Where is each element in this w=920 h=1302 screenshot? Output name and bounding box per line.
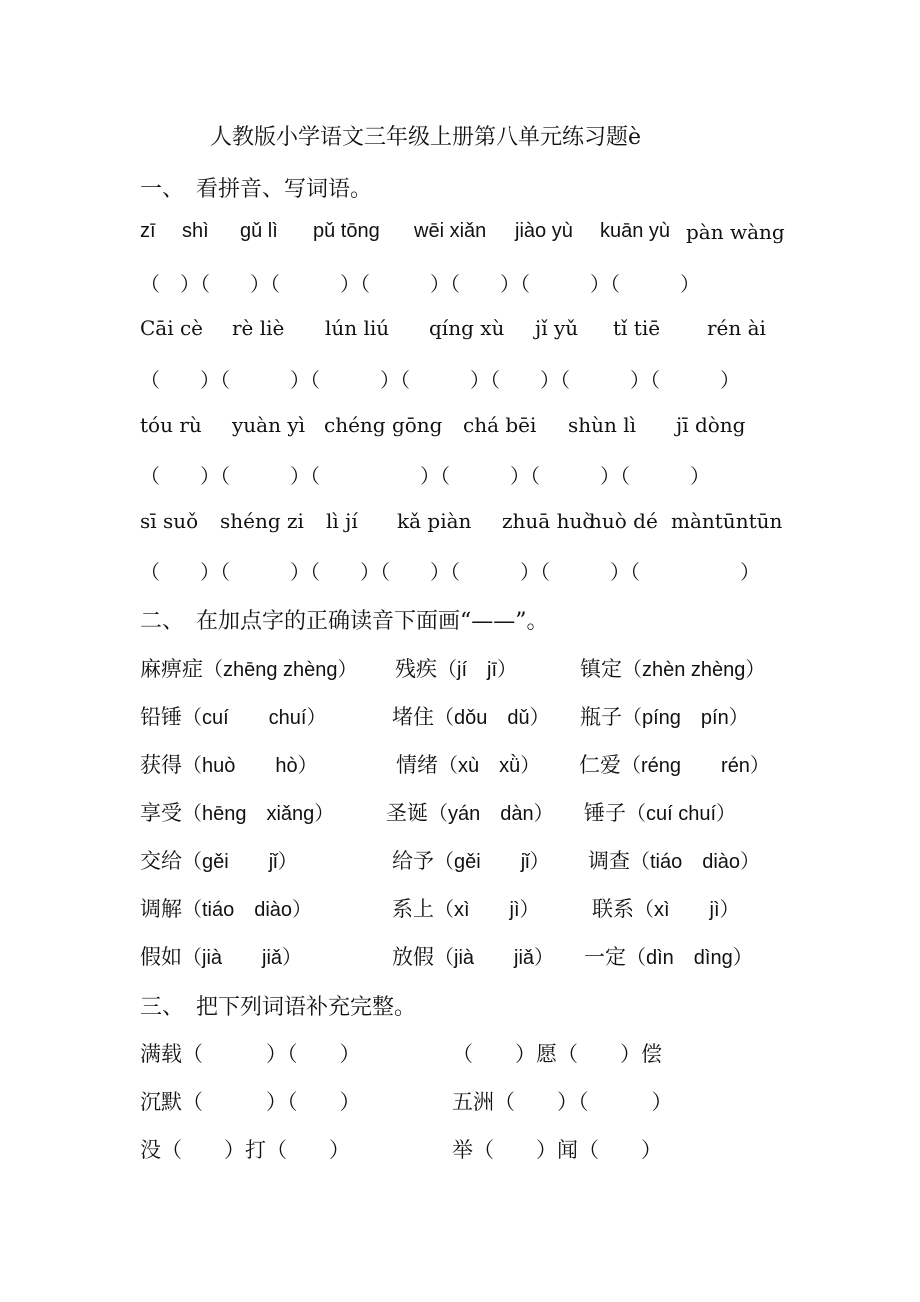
reading-word: 联系 (592, 897, 634, 921)
reading-options: （jià jiǎ） (182, 947, 303, 969)
section-2-number: 二、 (140, 609, 185, 634)
reading-options: （dǒu dǔ） (434, 707, 550, 729)
pinyin-row-4 (140, 509, 800, 539)
reading-word: 铅锤 (140, 705, 182, 729)
section-2-heading (140, 604, 549, 635)
reading-item (392, 701, 550, 731)
reading-item (392, 845, 550, 875)
pinyin-item: chá bēi (463, 413, 537, 437)
reading-options: （cuí chuí） (182, 707, 327, 729)
pinyin-item: lì jí (326, 509, 358, 533)
reading-word: 系上 (392, 897, 434, 921)
reading-item (580, 653, 765, 683)
reading-item (592, 893, 740, 923)
pinyin-item: huò dé (589, 509, 658, 533)
pinyin-item: gǔ lì (240, 220, 278, 242)
section-1-text: 看拼音、写词语。 (196, 177, 373, 202)
reading-item (580, 701, 749, 731)
reading-options: （gěi jǐ） (182, 851, 298, 873)
pinyin-item: kuān yù (600, 220, 671, 242)
reading-options: （xì jì） (634, 899, 740, 921)
reading-options: （yán dàn） (428, 803, 554, 825)
answer-row-3 (140, 460, 800, 490)
section-1-number: 一、 (140, 177, 185, 202)
page-title: 人教版小学语文三年级上册第八单元练习题è (210, 125, 642, 150)
answer-blanks: （ ）（ ）（ ）（ ）（ ）（ ）（ ） (140, 272, 700, 296)
pinyin-row-2 (140, 316, 800, 346)
section-3-heading (140, 990, 416, 1021)
reading-item (579, 749, 770, 779)
reading-row-3 (140, 749, 800, 779)
reading-options: （dìn dìng） (626, 947, 753, 969)
idiom-row-1 (140, 1038, 800, 1068)
reading-item (140, 797, 334, 827)
reading-options: （xù xǜ） (438, 755, 541, 777)
reading-item (140, 749, 318, 779)
reading-options: （cuí chuí） (626, 803, 737, 825)
answer-row-1 (140, 268, 800, 298)
pinyin-item: yuàn yì (232, 413, 306, 437)
reading-row-2 (140, 701, 800, 731)
reading-options: （huò hò） (182, 755, 318, 777)
pinyin-item: shùn lì (568, 413, 637, 437)
pinyin-row-3 (140, 413, 800, 443)
answer-row-4 (140, 556, 800, 586)
reading-row-6 (140, 893, 800, 923)
reading-word: 残疾 (395, 657, 437, 681)
pinyin-item: jiào yù (515, 220, 573, 242)
reading-word: 假如 (140, 945, 182, 969)
reading-options: （píng pín） (622, 707, 749, 729)
reading-row-5 (140, 845, 800, 875)
reading-item (584, 941, 753, 971)
pinyin-item: pàn wàng (686, 220, 785, 244)
section-3-number: 三、 (140, 995, 185, 1020)
pinyin-item: shì (182, 220, 209, 242)
reading-item (140, 893, 312, 923)
pinyin-item: màntūntūn (671, 509, 783, 533)
reading-options: （xì jì） (434, 899, 540, 921)
idiom-row-3 (140, 1134, 800, 1164)
answer-blanks: （ ）（ ）（ ）（ ）（ ）（ ）（ ） (140, 368, 740, 392)
reading-item (140, 701, 326, 731)
reading-word: 获得 (140, 753, 182, 777)
reading-word: 调查 (588, 849, 630, 873)
pinyin-item: sī suǒ (140, 509, 199, 533)
reading-word: 享受 (140, 801, 182, 825)
pinyin-item: qíng xù (429, 316, 505, 340)
pinyin-item: lún liú (325, 316, 390, 340)
reading-word: 仁爱 (579, 753, 621, 777)
answer-row-2 (140, 364, 800, 394)
reading-options: （zhèn zhèng） (622, 659, 766, 681)
reading-options: （réng rén） (621, 755, 770, 777)
reading-word: 交给 (140, 849, 182, 873)
reading-word: 堵住 (392, 705, 434, 729)
idiom-item: 举（ ）闻（ ） (452, 1138, 662, 1162)
idiom-item: 满载（ ）（ ） (140, 1042, 361, 1066)
idiom-item: 五洲（ ）（ ） (452, 1090, 673, 1114)
reading-options: （jià jiǎ） (434, 947, 555, 969)
reading-word: 放假 (392, 945, 434, 969)
pinyin-item: zhuā huò (502, 509, 595, 533)
reading-item (395, 653, 517, 683)
pinyin-item: pǔ tōng (313, 220, 380, 242)
pinyin-item: rén ài (707, 316, 766, 340)
reading-word: 瓶子 (580, 705, 622, 729)
reading-item (386, 797, 554, 827)
reading-options: （tiáo diào） (182, 899, 313, 921)
reading-item (396, 749, 540, 779)
reading-item (392, 893, 540, 923)
pinyin-row-1 (140, 220, 800, 250)
reading-options: （gěi jǐ） (434, 851, 550, 873)
reading-row-1 (140, 653, 800, 683)
reading-item (392, 941, 554, 971)
pinyin-item: wēi xiǎn (414, 220, 487, 242)
reading-word: 镇定 (580, 657, 622, 681)
idiom-item: 没（ ）打（ ） (140, 1138, 350, 1162)
pinyin-item: jī dòng (676, 413, 746, 437)
answer-blanks: （ ）（ ）（ ）（ ）（ ）（ ） (140, 464, 710, 488)
reading-row-7 (140, 941, 800, 971)
idiom-row-2 (140, 1086, 800, 1116)
section-3-text: 把下列词语补充完整。 (196, 995, 417, 1020)
pinyin-item: tóu rù (140, 413, 202, 437)
reading-word: 锤子 (584, 801, 626, 825)
reading-row-4 (140, 797, 800, 827)
reading-item (588, 845, 760, 875)
reading-item (140, 845, 298, 875)
pinyin-item: zī (140, 220, 156, 242)
section-1-heading (140, 172, 372, 203)
section-2-text: 在加点字的正确读音下面画“——”。 (196, 609, 549, 634)
reading-item (140, 653, 358, 683)
reading-word: 情绪 (396, 753, 438, 777)
reading-options: （tiáo diào） (630, 851, 761, 873)
reading-word: 圣诞 (386, 801, 428, 825)
pinyin-item: rè liè (232, 316, 285, 340)
pinyin-item: jǐ yǔ (535, 316, 579, 340)
pinyin-item: chéng gōng (324, 413, 443, 437)
pinyin-item: tǐ tiē (613, 316, 661, 340)
pinyin-item: Cāi cè (140, 316, 204, 340)
reading-options: （jí jī） (437, 659, 517, 681)
pinyin-item: shéng zi (220, 509, 304, 533)
reading-options: （zhēng zhèng） (203, 659, 358, 681)
reading-word: 一定 (584, 945, 626, 969)
idiom-item: （ ）愿（ ）偿 (452, 1042, 662, 1066)
answer-blanks: （ ）（ ）（ ）（ ）（ ）（ ）（ ） (140, 560, 760, 584)
reading-options: （hēng xiǎng） (182, 803, 335, 825)
reading-word: 麻痹症 (140, 657, 203, 681)
reading-item (584, 797, 736, 827)
pinyin-item: kǎ piàn (397, 509, 472, 533)
reading-item (140, 941, 302, 971)
reading-word: 给予 (392, 849, 434, 873)
idiom-item: 沉默（ ）（ ） (140, 1090, 361, 1114)
reading-word: 调解 (140, 897, 182, 921)
